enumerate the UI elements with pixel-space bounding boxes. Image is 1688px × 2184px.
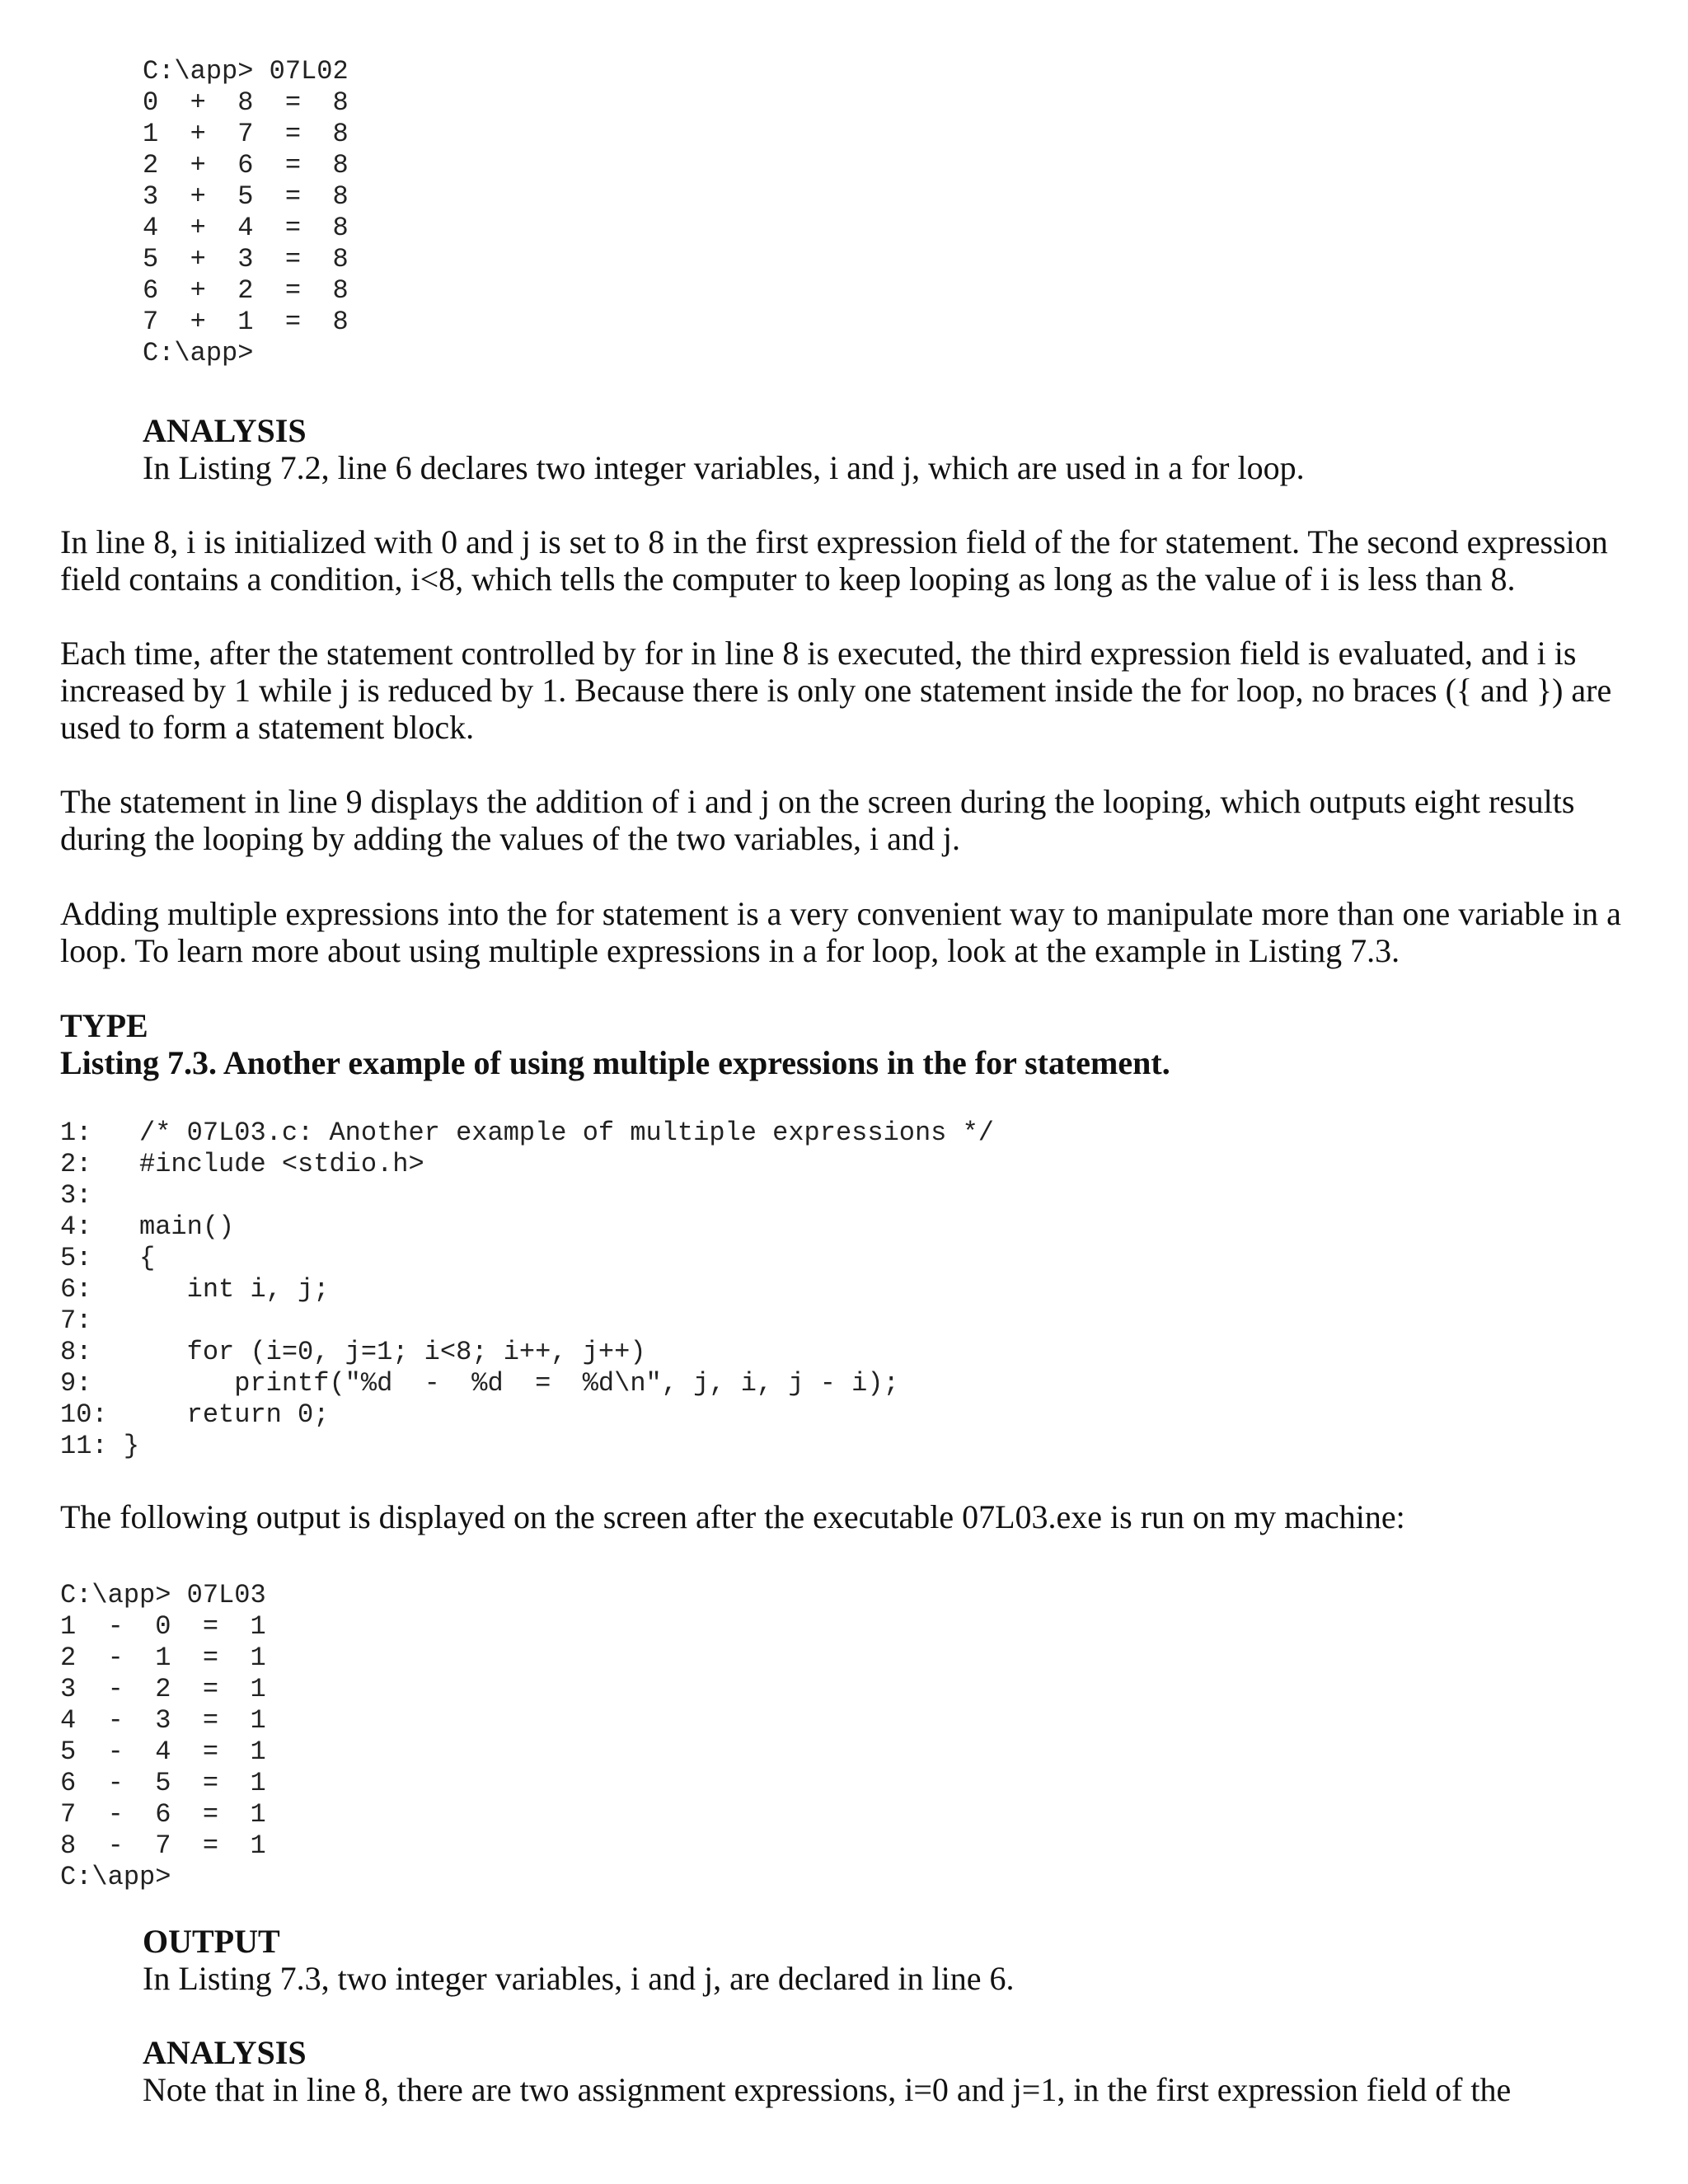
type-label: TYPE bbox=[60, 1007, 148, 1044]
console-line: 2 + 6 = 8 bbox=[143, 150, 349, 180]
analysis-label: ANALYSIS bbox=[143, 412, 307, 449]
code-line: 2: #include <stdio.h> bbox=[60, 1149, 424, 1179]
console-line: C:\app> bbox=[143, 338, 254, 368]
console-line: 5 - 4 = 1 bbox=[60, 1736, 266, 1767]
code-line: 6: int i, j; bbox=[60, 1274, 330, 1305]
code-line: 8: for (i=0, j=1; i<8; i++, j++) bbox=[60, 1337, 646, 1367]
code-line: 5: { bbox=[60, 1243, 156, 1273]
console-line: C:\app> 07L03 bbox=[60, 1580, 266, 1610]
console-line: 1 + 7 = 8 bbox=[143, 119, 349, 149]
console-line: 1 - 0 = 1 bbox=[60, 1611, 266, 1642]
output-text: In Listing 7.3, two integer variables, i and j, are declared in line 6. bbox=[143, 1960, 1015, 1997]
analysis-label: ANALYSIS bbox=[143, 2034, 307, 2071]
console-line: 3 + 5 = 8 bbox=[143, 181, 349, 212]
console-line: C:\app> 07L02 bbox=[143, 56, 349, 87]
console-line: 6 - 5 = 1 bbox=[60, 1768, 266, 1798]
body-paragraph: The statement in line 9 displays the addition of i and j on the screen during the looping, which outputs eight results during the looping by adding the values of the two variables, i and j. bbox=[60, 783, 1575, 857]
console-line: 3 - 2 = 1 bbox=[60, 1674, 266, 1704]
code-listing-07L03 bbox=[60, 1118, 994, 1462]
body-paragraph: In line 8, i is initialized with 0 and j is set to 8 in the first expression field of the for statement. The second expression field contains a condition, i<8, which tells the computer to keep looping as long as the value of i is less than 8. bbox=[60, 523, 1608, 598]
analysis-text: Note that in line 8, there are two assignment expressions, i=0 and j=1, in the first expression field of the bbox=[143, 2071, 1512, 2108]
output-label: OUTPUT bbox=[143, 1923, 280, 1960]
console-line: 7 + 1 = 8 bbox=[143, 307, 349, 337]
console-line: 0 + 8 = 8 bbox=[143, 87, 349, 118]
code-line: 7: bbox=[60, 1305, 92, 1336]
console-line: 7 - 6 = 1 bbox=[60, 1799, 266, 1830]
code-line: 1: /* 07L03.c: Another example of multiple expressions */ bbox=[60, 1118, 994, 1148]
console-line: 4 - 3 = 1 bbox=[60, 1705, 266, 1736]
code-line: 3: bbox=[60, 1180, 92, 1211]
console-output-07L02 bbox=[143, 56, 349, 369]
console-line: 4 + 4 = 8 bbox=[143, 213, 349, 243]
console-output-07L03 bbox=[60, 1580, 266, 1893]
console-line: 5 + 3 = 8 bbox=[143, 244, 349, 274]
code-line: 10: return 0; bbox=[60, 1399, 330, 1430]
listing-caption: Listing 7.3. Another example of using multiple expressions in the for statement. bbox=[60, 1044, 1170, 1081]
code-line: 11: } bbox=[60, 1431, 140, 1461]
console-line: C:\app> bbox=[60, 1862, 171, 1892]
body-paragraph: Each time, after the statement controlled by for in line 8 is executed, the third expression field is evaluated, and i is increased by 1 while j is reduced by 1. Because there is only one statement inside the for loop, no braces ({ and }) are used to form a statement block. bbox=[60, 635, 1612, 746]
console-line: 8 - 7 = 1 bbox=[60, 1830, 266, 1861]
code-line: 4: main() bbox=[60, 1212, 235, 1242]
console-line: 2 - 1 = 1 bbox=[60, 1643, 266, 1673]
console-line: 6 + 2 = 8 bbox=[143, 275, 349, 306]
code-line: 9: printf("%d - %d = %d\n", j, i, j - i); bbox=[60, 1368, 899, 1399]
body-paragraph: The following output is displayed on the screen after the executable 07L03.exe is run on my machine: bbox=[60, 1498, 1405, 1535]
body-paragraph: Adding multiple expressions into the for statement is a very convenient way to manipulate more than one variable in a loop. To learn more about using multiple expressions in a for loop, look at the example in Listing 7.3. bbox=[60, 895, 1621, 969]
analysis-text: In Listing 7.2, line 6 declares two integer variables, i and j, which are used in a for loop. bbox=[143, 449, 1305, 486]
